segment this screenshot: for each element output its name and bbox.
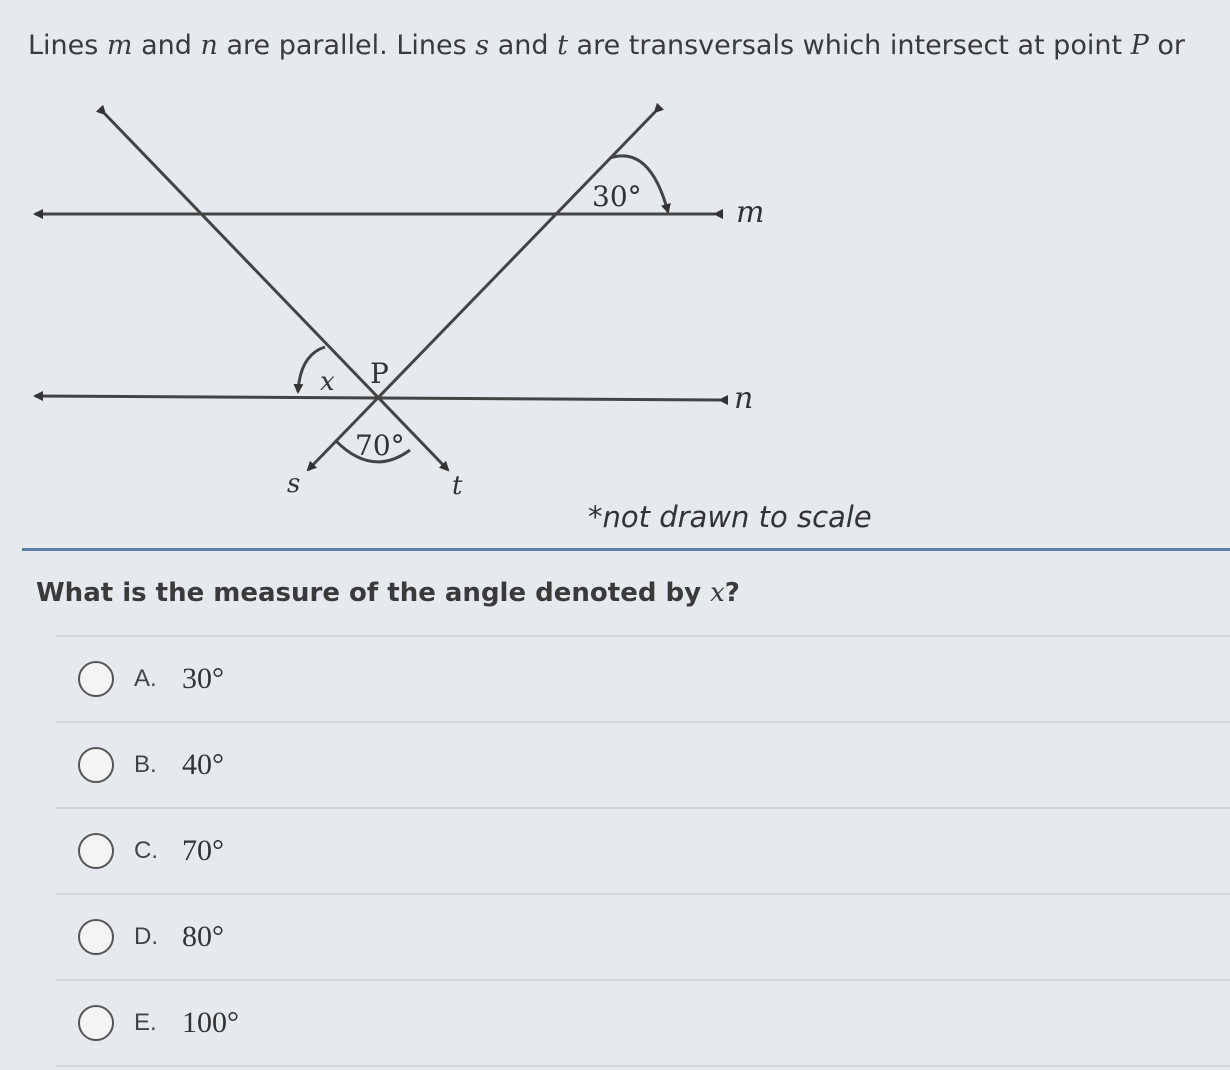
choice-value: 100° [182,1006,239,1039]
choice-value: 80° [182,920,224,953]
angle-label-30: 30° [592,180,642,213]
choice-c[interactable] [56,807,1230,893]
label-m: m [736,195,765,230]
choice-letter: B. [134,751,157,778]
line-s [105,114,448,470]
question-text: What is the measure of the angle denoted by x? [36,578,740,608]
scale-note: *not drawn to scale [588,500,872,534]
divider [22,548,1230,551]
choice-a[interactable] [56,635,1230,721]
radio-button[interactable] [78,919,114,955]
label-s: s [287,469,301,499]
label-x: x [320,367,335,397]
choice-value: 40° [182,748,224,781]
radio-button[interactable] [78,747,114,783]
choice-letter: E. [134,1009,157,1036]
label-t: t [452,471,463,501]
label-n: n [734,381,754,416]
radio-button[interactable] [78,833,114,869]
choice-letter: C. [134,837,158,864]
choice-b[interactable] [56,721,1230,807]
choice-value: 70° [182,834,224,867]
question-prompt: Lines m and n are parallel. Lines s and t are transversals which intersect at point P or [28,30,1186,61]
choice-e[interactable] [56,979,1230,1067]
angle-label-70: 70° [355,429,405,462]
line-t [308,112,655,470]
choice-value: 30° [182,662,224,695]
choice-letter: D. [134,923,158,950]
answer-choices [56,635,1230,1067]
choice-letter: A. [134,665,157,692]
choice-d[interactable] [56,893,1230,979]
radio-button[interactable] [78,1005,114,1041]
radio-button[interactable] [78,661,114,697]
geometry-diagram [0,90,800,510]
label-P: P [370,357,389,390]
